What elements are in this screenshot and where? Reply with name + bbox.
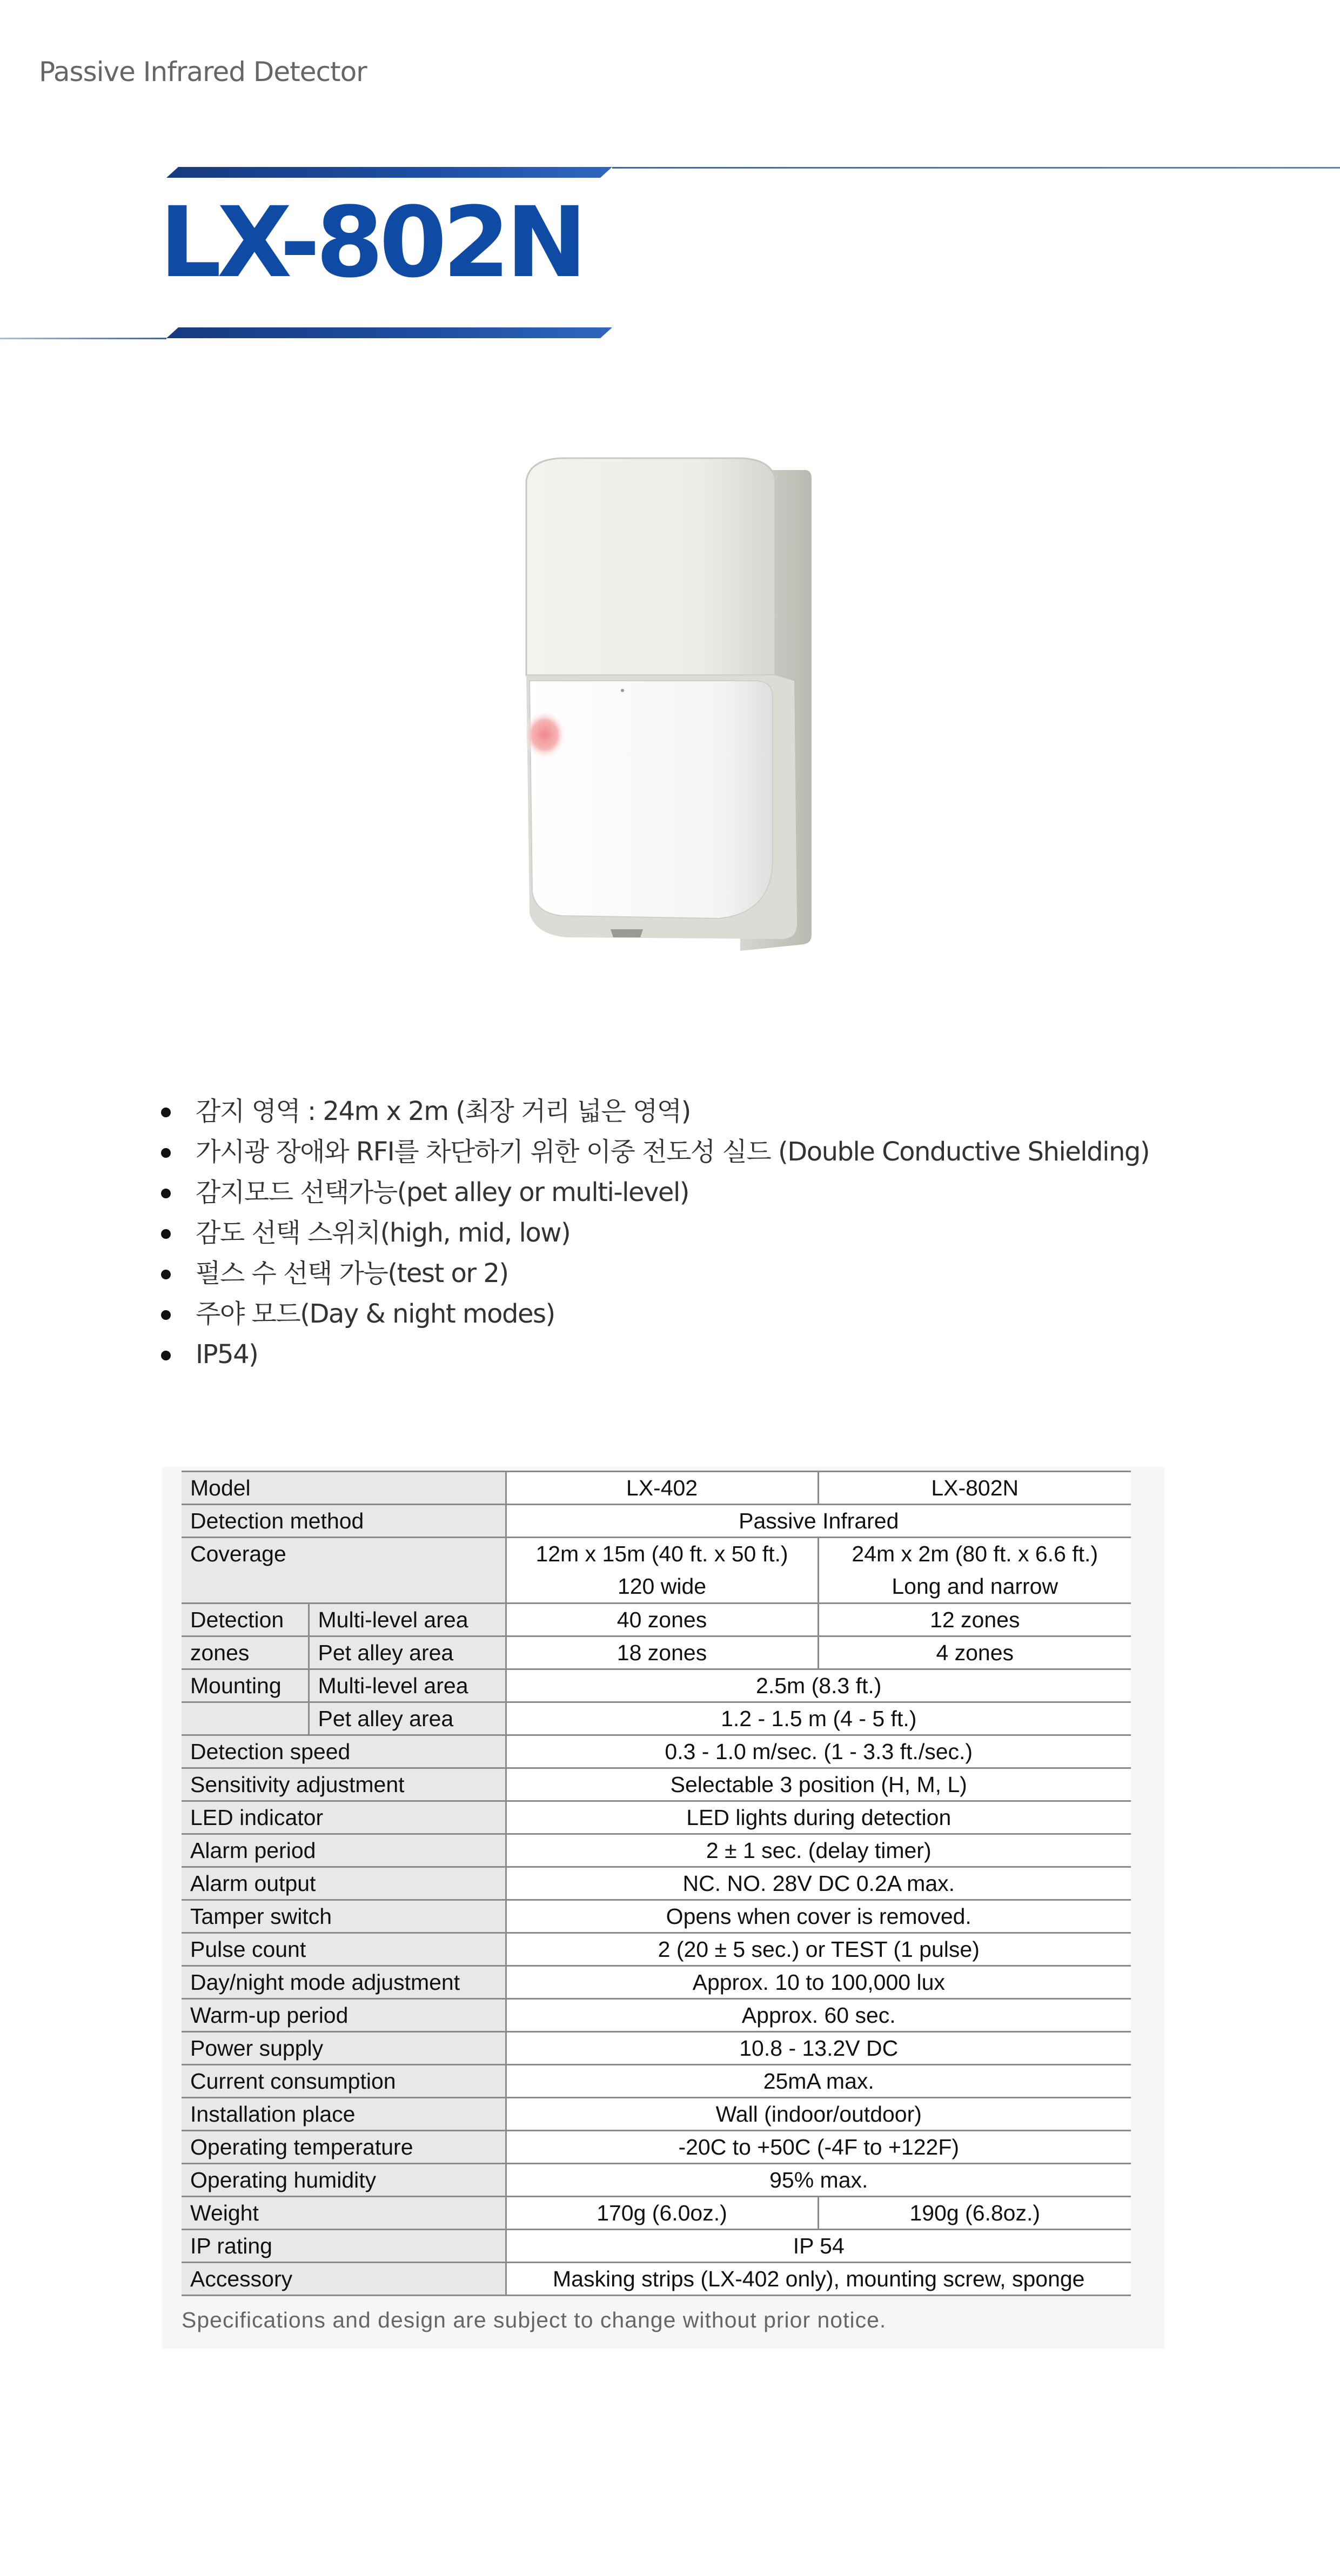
row-value: 18 zones	[506, 1636, 818, 1669]
table-row	[182, 2032, 1131, 2065]
row-label: Sensitivity adjustment	[182, 1768, 506, 1801]
row-label: Alarm output	[182, 1867, 506, 1900]
row-sublabel: Pet alley area	[309, 1636, 506, 1669]
title-rule-top-line	[612, 167, 1340, 169]
row-value: 120 wide	[506, 1571, 818, 1604]
row-label: Pulse count	[182, 1933, 506, 1966]
row-value: 170g (6.0oz.)	[506, 2197, 818, 2230]
feature-item: 펄스 수 선택 가능(test or 2)	[157, 1253, 1149, 1294]
row-value: Long and narrow	[818, 1571, 1131, 1604]
row-label: Power supply	[182, 2032, 506, 2065]
row-value: 0.3 - 1.0 m/sec. (1 - 3.3 ft./sec.)	[506, 1735, 1131, 1768]
title-rule-top	[166, 167, 612, 178]
row-value: Opens when cover is removed.	[506, 1900, 1131, 1933]
row-value: IP 54	[506, 2230, 1131, 2263]
model-b-header: LX-802N	[818, 1472, 1131, 1505]
row-label: IP rating	[182, 2230, 506, 2263]
table-row	[182, 2164, 1131, 2197]
table-row	[182, 1669, 1131, 1702]
table-row	[182, 1933, 1131, 1966]
spec-notice: Specifications and design are subject to change without prior notice.	[182, 2307, 887, 2332]
feature-item: 감지모드 선택가능(pet alley or multi-level)	[157, 1172, 1149, 1213]
row-label: Detection speed	[182, 1735, 506, 1768]
row-value: 12 zones	[818, 1604, 1131, 1636]
spec-table	[182, 1471, 1131, 2296]
table-row	[182, 1472, 1131, 1505]
row-label: Day/night mode adjustment	[182, 1966, 506, 1999]
row-value: -20C to +50C (-4F to +122F)	[506, 2131, 1131, 2164]
row-sublabel: Pet alley area	[309, 1702, 506, 1735]
row-label: Current consumption	[182, 2065, 506, 2098]
row-value: 95% max.	[506, 2164, 1131, 2197]
row-sublabel: Multi-level area	[309, 1604, 506, 1636]
row-label: Alarm period	[182, 1834, 506, 1867]
table-row	[182, 2098, 1131, 2131]
table-row	[182, 2230, 1131, 2263]
row-label: Mounting	[182, 1669, 309, 1702]
product-image	[502, 448, 816, 967]
category-label: Passive Infrared Detector	[39, 56, 367, 88]
table-row	[182, 1999, 1131, 2032]
row-value: 1.2 - 1.5 m (4 - 5 ft.)	[506, 1702, 1131, 1735]
row-value: Selectable 3 position (H, M, L)	[506, 1768, 1131, 1801]
table-row	[182, 2065, 1131, 2098]
row-value: 12m x 15m (40 ft. x 50 ft.)	[506, 1538, 818, 1571]
feature-list	[157, 1091, 1149, 1375]
row-label: Operating humidity	[182, 2164, 506, 2197]
feature-item: 주야 모드(Day & night modes)	[157, 1294, 1149, 1334]
table-row	[182, 1636, 1131, 1669]
table-row	[182, 1538, 1131, 1571]
row-value: 190g (6.8oz.)	[818, 2197, 1131, 2230]
table-row	[182, 1735, 1131, 1768]
row-label: Model	[182, 1472, 506, 1505]
table-row	[182, 1834, 1131, 1867]
table-row	[182, 1505, 1131, 1538]
model-a-header: LX-402	[506, 1472, 818, 1505]
row-value: 2.5m (8.3 ft.)	[506, 1669, 1131, 1702]
row-value: 2 ± 1 sec. (delay timer)	[506, 1834, 1131, 1867]
table-row	[182, 1966, 1131, 1999]
row-value: LED lights during detection	[506, 1801, 1131, 1834]
feature-item: 가시광 장애와 RFI를 차단하기 위한 이중 전도성 실드 (Double Conductive Shielding)	[157, 1132, 1149, 1172]
row-value: 4 zones	[818, 1636, 1131, 1669]
title-rule-bottom-line	[0, 338, 166, 339]
row-value: Approx. 10 to 100,000 lux	[506, 1966, 1131, 1999]
row-value: 25mA max.	[506, 2065, 1131, 2098]
row-label: Tamper switch	[182, 1900, 506, 1933]
row-value: Approx. 60 sec.	[506, 1999, 1131, 2032]
table-row	[182, 1571, 1131, 1604]
row-label: Operating temperature	[182, 2131, 506, 2164]
model-title: LX-802N	[159, 186, 583, 299]
row-value: Passive Infrared	[506, 1505, 1131, 1538]
row-label: Warm-up period	[182, 1999, 506, 2032]
row-value: 40 zones	[506, 1604, 818, 1636]
spec-rows	[182, 1735, 1131, 2197]
row-sublabel: Multi-level area	[309, 1669, 506, 1702]
row-label-blank	[182, 1702, 309, 1735]
row-label: Installation place	[182, 2098, 506, 2131]
row-label: Accessory	[182, 2263, 506, 2296]
row-label: zones	[182, 1636, 309, 1669]
table-row	[182, 1900, 1131, 1933]
table-row	[182, 1768, 1131, 1801]
feature-item: IP54)	[157, 1334, 1149, 1375]
row-label-blank	[182, 1571, 506, 1604]
table-row	[182, 1604, 1131, 1636]
row-label: Detection	[182, 1604, 309, 1636]
feature-item: 감지 영역 : 24m x 2m (최장 거리 넓은 영역)	[157, 1091, 1149, 1132]
row-label: Weight	[182, 2197, 506, 2230]
row-value: 10.8 - 13.2V DC	[506, 2032, 1131, 2065]
table-row	[182, 2131, 1131, 2164]
feature-item: 감도 선택 스위치(high, mid, low)	[157, 1213, 1149, 1253]
table-row	[182, 1702, 1131, 1735]
row-value: 24m x 2m (80 ft. x 6.6 ft.)	[818, 1538, 1131, 1571]
title-rule-bottom	[166, 327, 612, 338]
table-row	[182, 2263, 1131, 2296]
row-label: Detection method	[182, 1505, 506, 1538]
table-row	[182, 1867, 1131, 1900]
row-value: NC. NO. 28V DC 0.2A max.	[506, 1867, 1131, 1900]
row-value: Wall (indoor/outdoor)	[506, 2098, 1131, 2131]
row-value: 2 (20 ± 5 sec.) or TEST (1 pulse)	[506, 1933, 1131, 1966]
row-value: Masking strips (LX-402 only), mounting screw, sponge	[506, 2263, 1131, 2296]
spec-section	[162, 1467, 1164, 2349]
row-label: Coverage	[182, 1538, 506, 1571]
table-row	[182, 2197, 1131, 2230]
row-label: LED indicator	[182, 1801, 506, 1834]
table-row	[182, 1801, 1131, 1834]
